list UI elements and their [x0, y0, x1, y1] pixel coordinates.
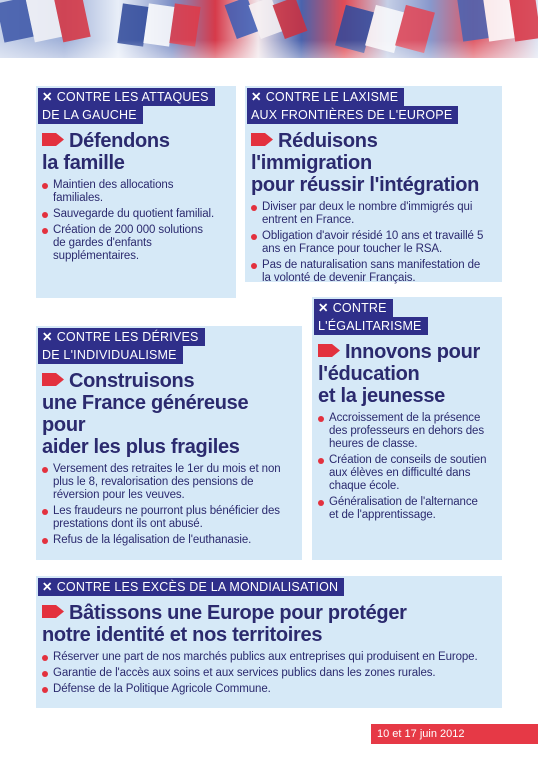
section-immigration: [245, 86, 502, 282]
election-date: 10 et 17 juin 2012: [377, 728, 465, 740]
arrow-icon: [42, 373, 64, 386]
arrow-icon: [42, 605, 64, 618]
bullet-dot: [251, 263, 257, 269]
section-famille: [36, 86, 236, 298]
section-tag: AUX FRONTIÈRES DE L'EUROPE: [247, 106, 458, 124]
bullet-dot: [318, 500, 324, 506]
bullet-list: [251, 201, 491, 285]
list-item: Création de conseils de soutien aux élèves en difficulté dans chaque école.: [318, 454, 490, 493]
arrow-icon: [42, 133, 64, 146]
bullet-dot: [251, 234, 257, 240]
bullet-list: [42, 651, 498, 696]
section-title: Bâtissons une Europe pour protéger notre identité et nos territoires: [42, 602, 407, 646]
cross-icon: ✕: [318, 301, 329, 315]
bullet-list: [42, 463, 290, 547]
list-item: Garantie de l'accès aux soins et aux services publics dans les zones rurales.: [42, 667, 498, 680]
flags-banner-image: [0, 0, 538, 58]
section-education: [312, 297, 502, 560]
list-item: Création de 200 000 solutions de gardes d'enfants supplémentaires.: [42, 224, 217, 263]
section-title: Réduisons l'immigration pour réussir l'intégration: [251, 130, 480, 196]
section-tag: DE L'INDIVIDUALISME: [38, 346, 183, 364]
section-solidarite: [36, 326, 302, 560]
list-item: Diviser par deux le nombre d'immigrés qui entrent en France.: [251, 201, 491, 227]
section-title: Construisons une France généreuse pour aider les plus fragiles: [42, 370, 249, 458]
section-tag: ✕ CONTRE LES ATTAQUES: [38, 88, 215, 106]
list-item: Versement des retraites le 1er du mois et non plus le 8, revalorisation des pensions de réversion pour les veuves.: [42, 463, 290, 502]
section-tag: ✕ CONTRE LES DÉRIVES: [38, 328, 205, 346]
cross-icon: ✕: [42, 580, 53, 594]
election-date-bar: [371, 724, 538, 744]
bullet-dot: [42, 183, 48, 189]
list-item: Maintien des allocations familiales.: [42, 179, 217, 205]
bullet-list: [318, 412, 490, 522]
list-item: Défense de la Politique Agricole Commune.: [42, 683, 498, 696]
section-europe: [36, 576, 502, 708]
bullet-dot: [42, 228, 48, 234]
section-tag: ✕ CONTRE LE LAXISME: [247, 88, 404, 106]
section-title: Innovons pour l'éducation et la jeunesse: [318, 341, 480, 407]
section-tag: ✕ CONTRE: [314, 299, 393, 317]
bullet-dot: [42, 687, 48, 693]
list-item: Généralisation de l'alternance et de l'apprentissage.: [318, 496, 490, 522]
bullet-dot: [42, 509, 48, 515]
section-tag: DE LA GAUCHE: [38, 106, 143, 124]
list-item: Accroissement de la présence des professeurs en dehors des heures de classe.: [318, 412, 490, 451]
bullet-dot: [42, 655, 48, 661]
bullet-dot: [318, 458, 324, 464]
bullet-dot: [251, 205, 257, 211]
list-item: Obligation d'avoir résidé 10 ans et travaillé 5 ans en France pour toucher le RSA.: [251, 230, 491, 256]
bullet-dot: [318, 416, 324, 422]
list-item: Pas de naturalisation sans manifestation de la volonté de devenir Français.: [251, 259, 491, 285]
section-tag: ✕ CONTRE LES EXCÈS DE LA MONDIALISATION: [38, 578, 344, 596]
list-item: Les fraudeurs ne pourront plus bénéficier des prestations dont ils ont abusé.: [42, 505, 290, 531]
bullet-dot: [42, 212, 48, 218]
section-title: Défendons la famille: [42, 130, 170, 174]
list-item: Refus de la légalisation de l'euthanasie.: [42, 534, 290, 547]
cross-icon: ✕: [251, 90, 262, 104]
section-tag: L'ÉGALITARISME: [314, 317, 428, 335]
list-item: Sauvegarde du quotient familial.: [42, 208, 217, 221]
bullet-dot: [42, 671, 48, 677]
arrow-icon: [251, 133, 273, 146]
bullet-dot: [42, 467, 48, 473]
bullet-list: [42, 179, 217, 263]
cross-icon: ✕: [42, 330, 53, 344]
arrow-icon: [318, 344, 340, 357]
bullet-dot: [42, 538, 48, 544]
cross-icon: ✕: [42, 90, 53, 104]
list-item: Réserver une part de nos marchés publics aux entreprises qui produisent en Europe.: [42, 651, 498, 664]
